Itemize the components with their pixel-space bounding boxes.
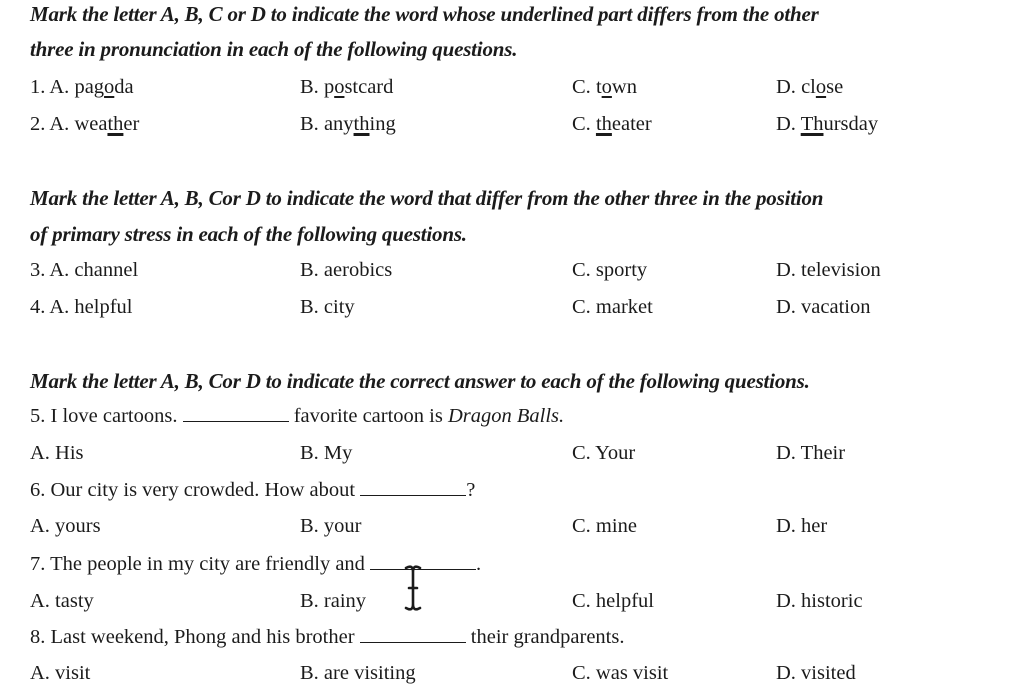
q8-option-a[interactable]: A. visit — [30, 662, 91, 684]
q2-option-a[interactable] — [30, 113, 139, 136]
q1-c-label: C. — [572, 76, 591, 98]
q8-stem-post: their grandparents. — [470, 626, 625, 648]
q2-a-post: er — [123, 113, 140, 135]
q2-d-post: ursday — [823, 113, 879, 135]
q1-d-underlined: o — [815, 76, 827, 98]
q1-b-post: stcard — [344, 76, 394, 98]
q6-blank[interactable] — [360, 494, 466, 496]
q2-c-label: C. — [572, 113, 591, 135]
q8-blank[interactable] — [360, 641, 466, 643]
q4-option-a[interactable] — [30, 296, 133, 319]
section1-instruction-line2: three in pronunciation in each of the following questions. — [30, 37, 518, 61]
q1-a-post: da — [114, 76, 134, 98]
q4-number: 4. — [30, 296, 46, 318]
q2-a-underlined: th — [107, 113, 124, 135]
q1-a-pre: pag — [74, 76, 105, 98]
q3-option-c[interactable]: C. sporty — [572, 259, 648, 281]
q1-option-d[interactable] — [776, 76, 843, 99]
q1-option-c[interactable] — [572, 76, 637, 99]
q2-a-pre: wea — [74, 113, 108, 135]
q3-number: 3. — [30, 259, 46, 281]
q4-a-text: A. helpful — [49, 296, 133, 318]
q8-stem-pre: 8. Last weekend, Phong and his brother — [30, 626, 355, 648]
q2-option-c[interactable] — [572, 113, 652, 136]
q7-option-a[interactable]: A. tasty — [30, 590, 94, 612]
q6-option-d[interactable]: D. her — [776, 515, 828, 537]
q1-d-pre: cl — [801, 76, 816, 98]
q5-option-d[interactable]: D. Their — [776, 442, 846, 464]
q2-b-post: ing — [369, 113, 396, 135]
q1-option-b[interactable] — [300, 76, 393, 99]
q2-number: 2. — [30, 113, 46, 135]
q3-a-text: A. channel — [49, 259, 139, 281]
q5-option-b[interactable]: B. My — [300, 442, 353, 464]
q4-option-d[interactable]: D. vacation — [776, 296, 871, 318]
q7-option-c[interactable]: C. helpful — [572, 590, 654, 612]
q3-option-b[interactable]: B. aerobics — [300, 259, 393, 281]
q2-a-label: A. — [49, 113, 70, 135]
q1-b-pre: p — [323, 76, 335, 98]
q5-stem-pre: 5. I love cartoons. — [30, 405, 178, 427]
q2-c-underlined: th — [595, 113, 612, 135]
q2-d-label: D. — [776, 113, 796, 135]
q8-stem — [30, 626, 624, 649]
q1-b-underlined: o — [334, 76, 345, 98]
section2-instruction-line2: of primary stress in each of the following questions. — [30, 222, 467, 246]
q3-option-a[interactable] — [30, 259, 138, 282]
section1-instruction-line1: Mark the letter A, B, C or D to indicate the word whose underlined part differs from the other — [30, 2, 819, 26]
q2-b-label: B. — [300, 113, 319, 135]
q7-stem-pre: 7. The people in my city are friendly and — [30, 553, 365, 575]
q5-stem-post: favorite cartoon is — [293, 405, 443, 427]
q1-number: 1. — [30, 76, 46, 98]
q4-option-c[interactable]: C. market — [572, 296, 653, 318]
q2-c-post: eater — [611, 113, 652, 135]
q5-stem — [30, 405, 564, 428]
q1-c-underlined: o — [601, 76, 612, 98]
q2-b-underlined: th — [353, 113, 370, 135]
q6-stem — [30, 479, 475, 502]
q7-stem-post: . — [476, 553, 482, 575]
q6-stem-pre: 6. Our city is very crowded. How about — [30, 479, 356, 501]
q2-option-b[interactable] — [300, 113, 396, 136]
q8-option-b[interactable]: B. are visiting — [300, 662, 416, 684]
q2-b-pre: any — [323, 113, 354, 135]
section3-instruction: Mark the letter A, B, Cor D to indicate the correct answer to each of the following questions. — [30, 369, 810, 393]
q4-option-b[interactable]: B. city — [300, 296, 355, 318]
q3-option-d[interactable]: D. television — [776, 259, 881, 281]
q6-option-b[interactable]: B. your — [300, 515, 362, 537]
q1-b-label: B. — [300, 76, 319, 98]
q7-option-d[interactable]: D. historic — [776, 590, 863, 612]
q1-d-label: D. — [776, 76, 796, 98]
q5-blank[interactable] — [183, 420, 289, 422]
q2-d-underlined: Th — [800, 113, 824, 135]
q1-a-underlined: o — [104, 76, 115, 98]
q2-option-d[interactable] — [776, 113, 878, 136]
q6-option-a[interactable]: A. yours — [30, 515, 101, 537]
q5-option-c[interactable]: C. Your — [572, 442, 636, 464]
q7-option-b[interactable]: B. rainy — [300, 590, 367, 612]
q8-option-d[interactable]: D. visited — [776, 662, 856, 684]
q6-option-c[interactable]: C. mine — [572, 515, 637, 537]
section2-instruction-line1: Mark the letter A, B, Cor D to indicate the word that differ from the other three in the position — [30, 186, 824, 210]
q1-c-pre: t — [595, 76, 602, 98]
q1-option-a[interactable] — [30, 76, 134, 99]
text-cursor-icon — [402, 560, 424, 616]
q5-option-a[interactable]: A. His — [30, 442, 84, 464]
q8-option-c[interactable]: C. was visit — [572, 662, 669, 684]
q1-a-label: A. — [49, 76, 70, 98]
q5-stem-italic: Dragon Balls. — [447, 405, 565, 427]
q1-c-post: wn — [611, 76, 637, 98]
q6-stem-post: ? — [466, 479, 476, 501]
q1-d-post: se — [826, 76, 844, 98]
